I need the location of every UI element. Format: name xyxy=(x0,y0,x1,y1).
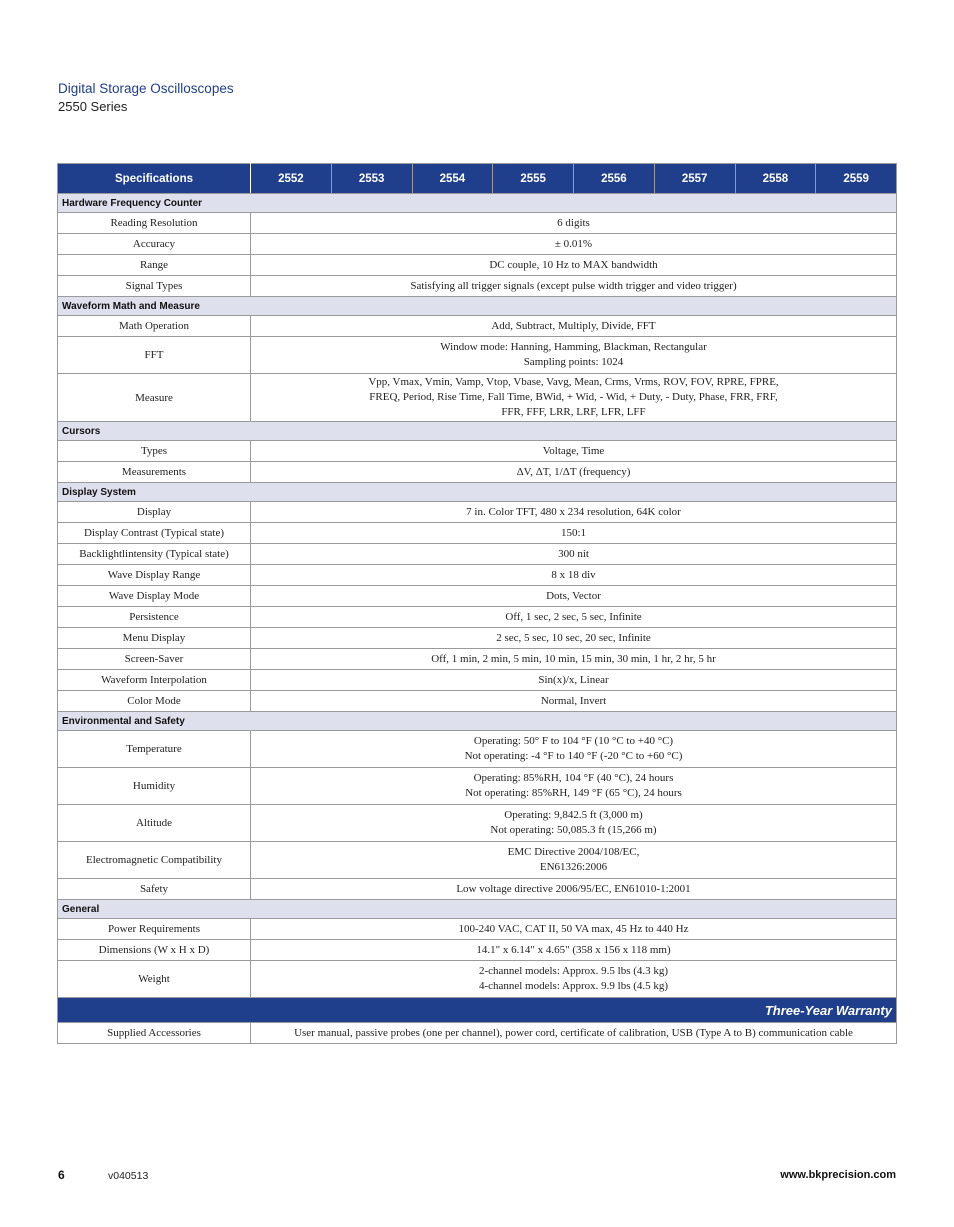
table-row xyxy=(58,731,897,768)
spec-label: Safety xyxy=(58,879,251,900)
spec-value-line: EMC Directive 2004/108/EC, xyxy=(507,846,640,858)
spec-value-line: Not operating: 85%RH, 149 °F (65 °C), 24 hours xyxy=(465,787,682,799)
column-header-specifications: Specifications xyxy=(58,164,251,194)
spec-value xyxy=(251,374,897,422)
spec-label: Altitude xyxy=(58,805,251,842)
spec-value xyxy=(251,276,897,297)
table-row xyxy=(58,544,897,565)
spec-value xyxy=(251,565,897,586)
warranty-row xyxy=(58,998,897,1023)
spec-value-line: EN61326:2006 xyxy=(539,861,608,873)
spec-label: Wave Display Mode xyxy=(58,586,251,607)
table-row xyxy=(58,670,897,691)
spec-value xyxy=(251,649,897,670)
section-title: General xyxy=(58,900,897,919)
table-row xyxy=(58,316,897,337)
spec-value xyxy=(251,255,897,276)
table-row xyxy=(58,255,897,276)
table-row xyxy=(58,276,897,297)
spec-value xyxy=(251,1023,897,1044)
spec-value xyxy=(251,441,897,462)
spec-label: Math Operation xyxy=(58,316,251,337)
spec-value-line: User manual, passive probes (one per channel), power cord, certificate of calibration, USB (Type A to B) communication cable xyxy=(294,1026,853,1039)
table-row xyxy=(58,842,897,879)
column-header-2558: 2558 xyxy=(735,164,816,194)
spec-value-line: 14.1" x 6.14" x 4.65" (358 x 156 x 118 mm) xyxy=(476,943,671,956)
spec-value xyxy=(251,234,897,255)
spec-label: Measurements xyxy=(58,462,251,483)
section-header-row xyxy=(58,194,897,213)
spec-value-line: DC couple, 10 Hz to MAX bandwidth xyxy=(489,258,658,271)
spec-label: Reading Resolution xyxy=(58,213,251,234)
spec-value-line: ± 0.01% xyxy=(554,237,593,250)
table-row xyxy=(58,805,897,842)
spec-label: Signal Types xyxy=(58,276,251,297)
section-title: Display System xyxy=(58,483,897,502)
column-header-2554: 2554 xyxy=(412,164,493,194)
spec-value-line: Window mode: Hanning, Hamming, Blackman, Rectangular xyxy=(440,341,707,353)
spec-label: Humidity xyxy=(58,768,251,805)
spec-value-line: Dots, Vector xyxy=(546,589,601,602)
spec-value xyxy=(251,961,897,998)
table-row xyxy=(58,462,897,483)
section-header-row xyxy=(58,712,897,731)
spec-value-line: Off, 1 sec, 2 sec, 5 sec, Infinite xyxy=(505,610,642,623)
spec-value-line: 2 sec, 5 sec, 10 sec, 20 sec, Infinite xyxy=(496,631,651,644)
section-header-row xyxy=(58,900,897,919)
spec-label: Range xyxy=(58,255,251,276)
spec-label: Electromagnetic Compatibility xyxy=(58,842,251,879)
spec-label: Persistence xyxy=(58,607,251,628)
table-body xyxy=(58,194,897,1044)
spec-value xyxy=(251,919,897,940)
spec-value-line: Not operating: -4 °F to 140 °F (-20 °C to +60 °C) xyxy=(464,750,683,762)
spec-value xyxy=(251,316,897,337)
table-row xyxy=(58,337,897,374)
spec-value-line: 100-240 VAC, CAT II, 50 VA max, 45 Hz to 440 Hz xyxy=(458,922,689,935)
spec-label: Menu Display xyxy=(58,628,251,649)
table-row xyxy=(58,628,897,649)
page-number: 6 xyxy=(58,1168,65,1182)
column-header-2556: 2556 xyxy=(574,164,655,194)
table-header-row xyxy=(58,164,897,194)
table-row xyxy=(58,961,897,998)
section-title: Hardware Frequency Counter xyxy=(58,194,897,213)
document-subtitle: 2550 Series xyxy=(58,99,128,114)
spec-value-line: Add, Subtract, Multiply, Divide, FFT xyxy=(491,319,656,332)
table-row xyxy=(58,565,897,586)
spec-value xyxy=(251,842,897,879)
spec-value xyxy=(251,628,897,649)
table-row xyxy=(58,523,897,544)
spec-value xyxy=(251,502,897,523)
document-title: Digital Storage Oscilloscopes xyxy=(58,81,234,96)
spec-label: Measure xyxy=(58,374,251,422)
spec-value xyxy=(251,544,897,565)
spec-label: Supplied Accessories xyxy=(58,1023,251,1044)
spec-value xyxy=(251,523,897,544)
spec-value-line: Off, 1 min, 2 min, 5 min, 10 min, 15 min, 30 min, 1 hr, 2 hr, 5 hr xyxy=(431,652,716,665)
spec-value-line: 150:1 xyxy=(560,526,587,539)
spec-value-line: Voltage, Time xyxy=(542,444,605,457)
spec-label: Display Contrast (Typical state) xyxy=(58,523,251,544)
spec-value-line: Sampling points: 1024 xyxy=(523,356,624,368)
spec-value-line: 4-channel models: Approx. 9.9 lbs (4.5 kg) xyxy=(478,980,669,992)
spec-label: Screen-Saver xyxy=(58,649,251,670)
table-row xyxy=(58,919,897,940)
column-header-2553: 2553 xyxy=(331,164,412,194)
spec-value xyxy=(251,462,897,483)
spec-value-line: FFR, FFF, LRR, LRF, LFR, LFF xyxy=(501,406,646,418)
spec-value-line: Operating: 85%RH, 104 °F (40 °C), 24 hours xyxy=(473,772,674,784)
spec-value xyxy=(251,879,897,900)
version-code: v040513 xyxy=(108,1170,149,1182)
section-header-row xyxy=(58,422,897,441)
spec-label: Display xyxy=(58,502,251,523)
column-header-2555: 2555 xyxy=(493,164,574,194)
section-header-row xyxy=(58,297,897,316)
spec-value xyxy=(251,586,897,607)
spec-label: Accuracy xyxy=(58,234,251,255)
spec-value-line: 300 nit xyxy=(558,547,589,560)
accessories-row xyxy=(58,1023,897,1044)
spec-value xyxy=(251,805,897,842)
spec-value-line: 2-channel models: Approx. 9.5 lbs (4.3 kg) xyxy=(478,965,669,977)
spec-value-line: Operating: 50° F to 104 °F (10 °C to +40 °C) xyxy=(473,735,674,747)
table-row xyxy=(58,879,897,900)
table-row xyxy=(58,502,897,523)
spec-value-line: FREQ, Period, Rise Time, Fall Time, BWid, + Wid, - Wid, + Duty, - Duty, Phase, FRR, FRF, xyxy=(369,391,778,403)
section-title: Waveform Math and Measure xyxy=(58,297,897,316)
warranty-banner: Three-Year Warranty xyxy=(58,998,897,1023)
spec-value-line: Operating: 9,842.5 ft (3,000 m) xyxy=(504,809,643,821)
spec-value-line: 8 x 18 div xyxy=(551,568,596,581)
spec-value-line: Low voltage directive 2006/95/EC, EN61010-1:2001 xyxy=(456,882,691,895)
spec-label: Temperature xyxy=(58,731,251,768)
spec-value xyxy=(251,607,897,628)
table-row xyxy=(58,691,897,712)
spec-label: Wave Display Range xyxy=(58,565,251,586)
table-row xyxy=(58,586,897,607)
spec-value-line: 7 in. Color TFT, 480 x 234 resolution, 64K color xyxy=(466,505,681,518)
spec-value-line: Satisfying all trigger signals (except pulse width trigger and video trigger) xyxy=(410,279,737,292)
spec-value-line: ΔV, ΔT, 1/ΔT (frequency) xyxy=(516,465,631,478)
column-header-2557: 2557 xyxy=(654,164,735,194)
spec-value-line: Sin(x)/x, Linear xyxy=(538,673,609,686)
spec-value xyxy=(251,670,897,691)
spec-value xyxy=(251,691,897,712)
spec-label: FFT xyxy=(58,337,251,374)
specifications-table xyxy=(57,163,897,1044)
table-row xyxy=(58,213,897,234)
table-row xyxy=(58,607,897,628)
spec-value-line: Not operating: 50,085.3 ft (15,266 m) xyxy=(490,824,657,836)
table-row xyxy=(58,374,897,422)
section-title: Cursors xyxy=(58,422,897,441)
spec-label: Dimensions (W x H x D) xyxy=(58,940,251,961)
spec-value xyxy=(251,940,897,961)
table-row xyxy=(58,649,897,670)
spec-value-line: 6 digits xyxy=(557,216,590,229)
table-row xyxy=(58,768,897,805)
spec-label: Color Mode xyxy=(58,691,251,712)
section-header-row xyxy=(58,483,897,502)
column-header-2552: 2552 xyxy=(251,164,332,194)
spec-value-line: Normal, Invert xyxy=(540,694,607,707)
spec-value-line: Vpp, Vmax, Vmin, Vamp, Vtop, Vbase, Vavg, Mean, Crms, Vrms, ROV, FOV, RPRE, FPRE, xyxy=(368,376,779,388)
section-title: Environmental and Safety xyxy=(58,712,897,731)
website-url: www.bkprecision.com xyxy=(780,1169,896,1181)
spec-label: Power Requirements xyxy=(58,919,251,940)
spec-label: Weight xyxy=(58,961,251,998)
spec-value xyxy=(251,213,897,234)
column-header-2559: 2559 xyxy=(816,164,897,194)
spec-label: Types xyxy=(58,441,251,462)
spec-label: Backlightlintensity (Typical state) xyxy=(58,544,251,565)
table-row xyxy=(58,940,897,961)
spec-value xyxy=(251,731,897,768)
table-row xyxy=(58,234,897,255)
spec-value xyxy=(251,337,897,374)
spec-value xyxy=(251,768,897,805)
spec-label: Waveform Interpolation xyxy=(58,670,251,691)
table-row xyxy=(58,441,897,462)
